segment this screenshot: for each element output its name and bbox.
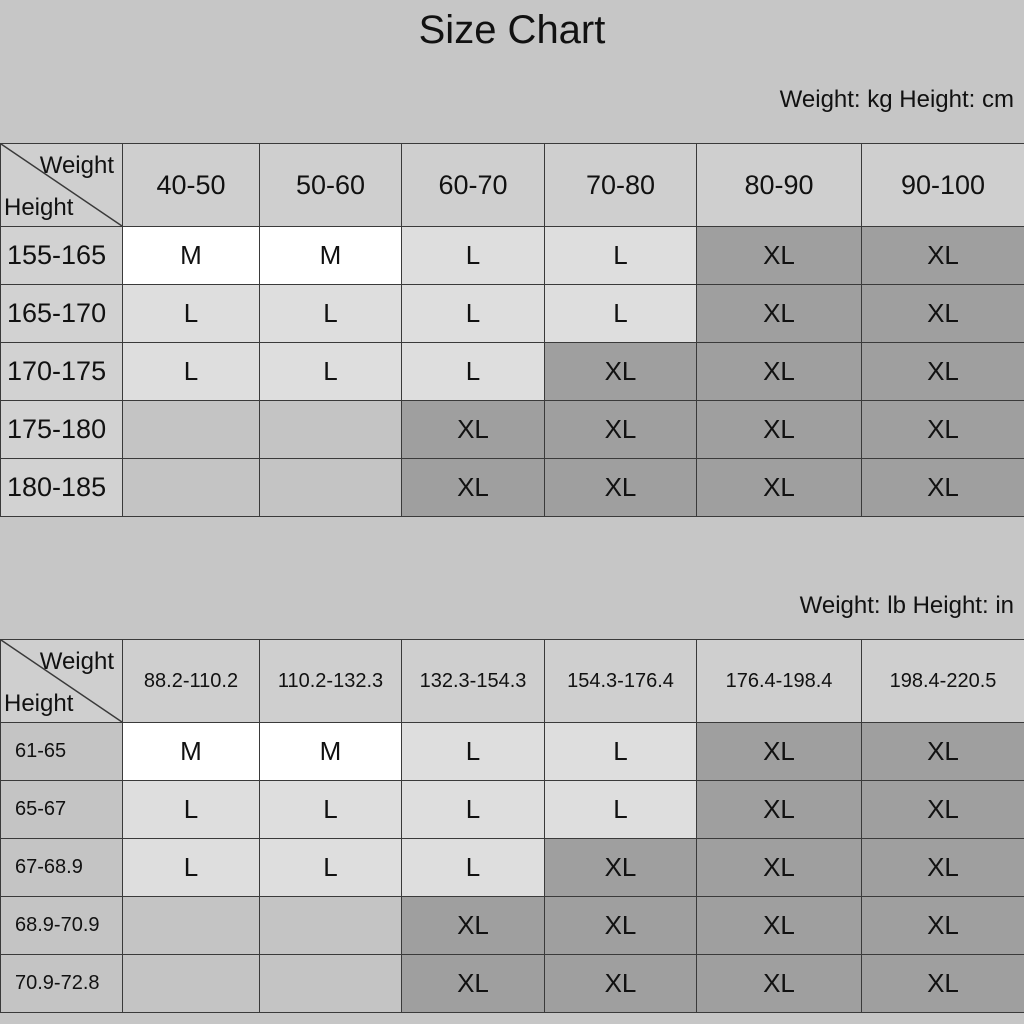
metric-size-table [0,143,1024,517]
table-row [1,227,1024,285]
size-cell: XL [545,343,697,401]
corner-height-label: Height [4,194,74,221]
size-cell: M [123,227,260,285]
table-row [1,343,1024,401]
size-cell: L [123,343,260,401]
weight-header: 154.3-176.4 [545,640,697,723]
height-label: 175-180 [1,401,123,459]
table-row [1,897,1024,955]
size-cell: XL [402,401,545,459]
size-cell: L [402,839,545,897]
empty-cell [260,897,402,955]
size-cell: XL [697,781,862,839]
size-cell: L [260,839,402,897]
size-cell: L [123,285,260,343]
size-cell: L [402,343,545,401]
table-row [1,839,1024,897]
size-cell: XL [697,839,862,897]
size-cell: XL [402,955,545,1013]
size-cell: L [123,839,260,897]
size-cell: XL [697,459,862,517]
size-cell: XL [545,955,697,1013]
weight-header: 70-80 [545,144,697,227]
size-cell: XL [697,723,862,781]
size-cell: M [123,723,260,781]
size-cell: XL [862,401,1024,459]
table-row [1,781,1024,839]
size-cell: M [260,723,402,781]
size-cell: L [402,227,545,285]
size-cell: M [260,227,402,285]
table-row [1,459,1024,517]
size-cell: XL [545,459,697,517]
size-cell: L [260,343,402,401]
size-cell: XL [402,459,545,517]
size-cell: XL [862,781,1024,839]
height-label: 165-170 [1,285,123,343]
weight-header: 60-70 [402,144,545,227]
size-cell: XL [862,839,1024,897]
size-cell: XL [545,401,697,459]
corner-height-label: Height [4,690,74,717]
weight-header: 90-100 [862,144,1024,227]
empty-cell [123,955,260,1013]
size-cell: XL [545,839,697,897]
height-label: 180-185 [1,459,123,517]
empty-cell [260,401,402,459]
size-cell: XL [545,897,697,955]
size-cell: XL [862,227,1024,285]
height-label: 68.9-70.9 [1,897,123,955]
size-cell: XL [697,227,862,285]
size-cell: XL [697,401,862,459]
imperial-units-label: Weight: lb Height: in [799,592,1014,619]
size-cell: XL [862,459,1024,517]
weight-header: 176.4-198.4 [697,640,862,723]
table-row [1,401,1024,459]
table-row [1,723,1024,781]
size-cell: L [402,723,545,781]
empty-cell [260,459,402,517]
size-cell: XL [697,343,862,401]
size-cell: XL [862,955,1024,1013]
height-label: 65-67 [1,781,123,839]
imperial-header-row [1,640,1024,723]
corner-weight-label: Weight [39,648,114,675]
weight-header: 198.4-220.5 [862,640,1024,723]
empty-cell [260,955,402,1013]
size-cell: L [545,781,697,839]
imperial-size-table [0,639,1024,1013]
size-cell: XL [862,285,1024,343]
weight-header: 88.2-110.2 [123,640,260,723]
table-row [1,955,1024,1013]
size-cell: XL [697,897,862,955]
height-label: 67-68.9 [1,839,123,897]
empty-cell [123,401,260,459]
size-cell: L [260,285,402,343]
page-title: Size Chart [418,8,606,52]
size-cell: L [545,285,697,343]
size-cell: XL [862,723,1024,781]
size-cell: XL [697,955,862,1013]
height-label: 155-165 [1,227,123,285]
size-cell: L [260,781,402,839]
table-row [1,285,1024,343]
size-cell: L [402,781,545,839]
height-label: 61-65 [1,723,123,781]
height-label: 170-175 [1,343,123,401]
weight-header: 80-90 [697,144,862,227]
empty-cell [123,459,260,517]
imperial-corner-cell [1,640,123,723]
size-cell: L [545,227,697,285]
size-cell: XL [862,343,1024,401]
weight-header: 132.3-154.3 [402,640,545,723]
weight-header: 110.2-132.3 [260,640,402,723]
corner-weight-label: Weight [39,152,114,179]
metric-units-label: Weight: kg Height: cm [779,86,1014,113]
size-cell: XL [402,897,545,955]
weight-header: 50-60 [260,144,402,227]
size-cell: L [402,285,545,343]
size-cell: XL [697,285,862,343]
weight-header: 40-50 [123,144,260,227]
metric-corner-cell [1,144,123,227]
size-cell: XL [862,897,1024,955]
size-cell: L [123,781,260,839]
height-label: 70.9-72.8 [1,955,123,1013]
empty-cell [123,897,260,955]
metric-header-row [1,144,1024,227]
size-cell: L [545,723,697,781]
